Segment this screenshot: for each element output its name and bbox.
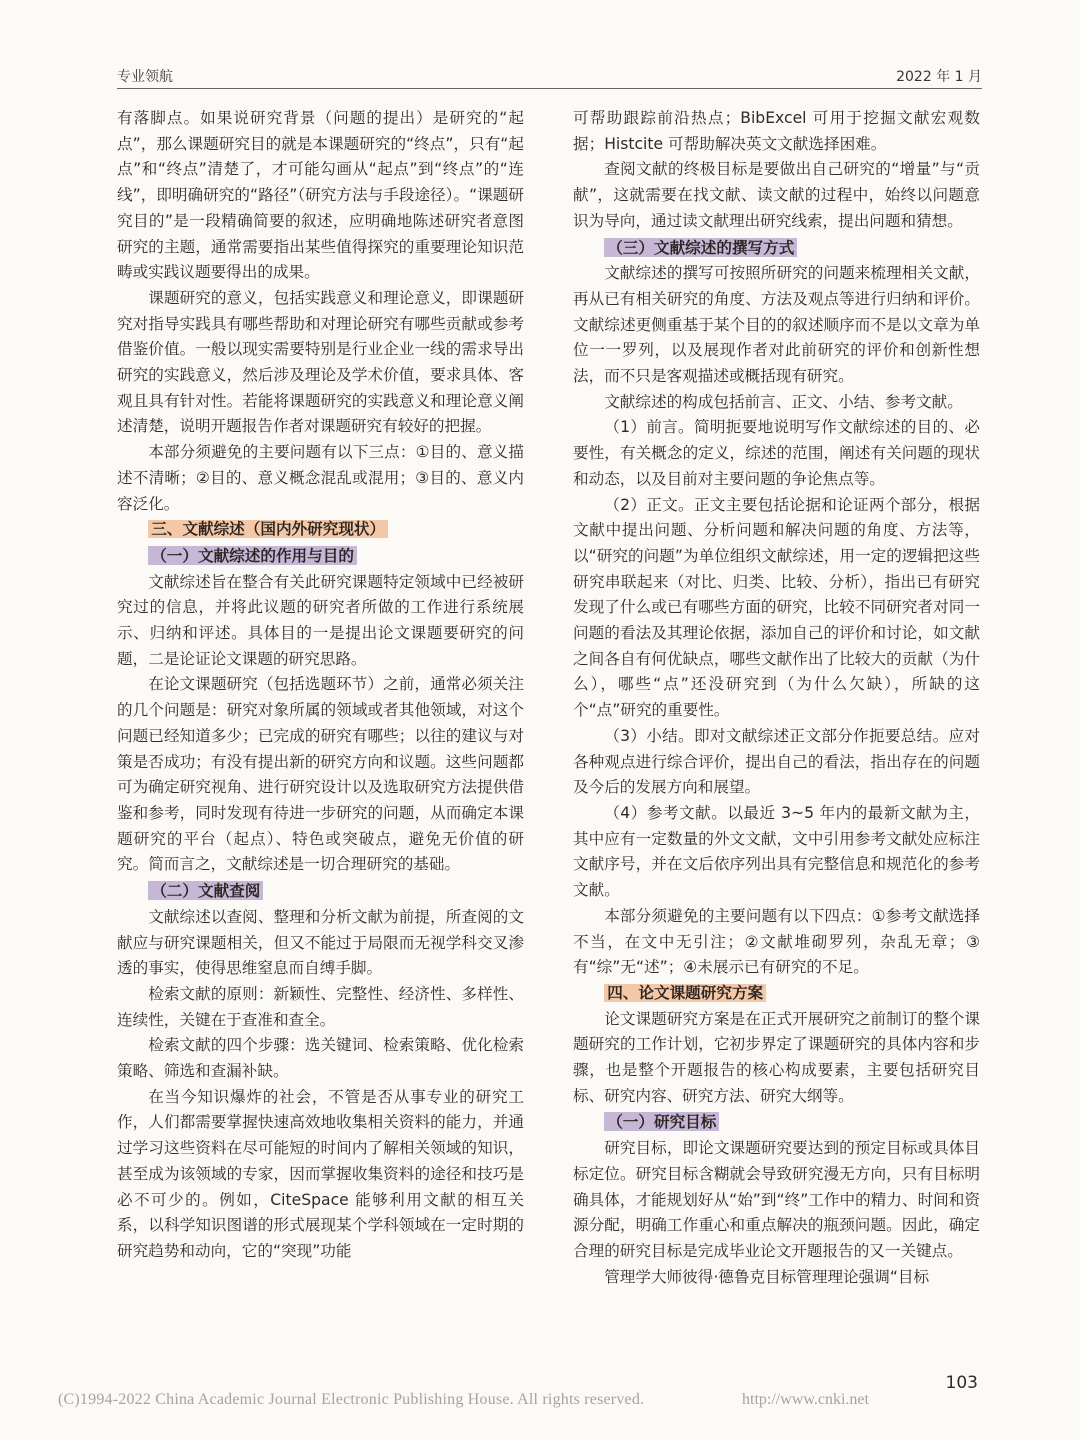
footer-url: http://www.cnki.net [742, 1391, 869, 1408]
subsection-heading-text: （二）文献查阅 [148, 881, 263, 900]
header-date: 2022 年 1 月 [896, 69, 982, 85]
paragraph: 在论文课题研究（包括选题环节）之前，通常必须关注的几个问题是：研究对象所属的领域或者其他领域，对这个问题已经知道多少；已完成的研究有哪些；以往的建议与对策是否成功；有没有提出新的研究方向和议题。这些问题都可为确定研究视角、进行研究设计以及选取研究方法提供借鉴和参考，同时发现有待进一步研究的问题，从而确定本课题研究的平台（起点）、特色或突破点，避免无价值的研究。简而言之，文献综述是一切合理研究的基础。 [117, 675, 524, 874]
paragraph: 文献综述旨在整合有关此研究课题特定领域中已经被研究过的信息，并将此议题的研究者所做的工作进行系统展示、归纳和评述。具体目的一是提出论文课题要研究的问题，二是论证论文课题的研究思路。 [117, 572, 524, 668]
right-column [573, 106, 980, 1290]
copyright-notice: (C)1994-2022 China Academic Journal Electronic Publishing House. All rights reserved. [58, 1391, 645, 1408]
paragraph: （1）前言。简明扼要地说明写作文献综述的目的、必要性，有关概念的定义，综述的范围，阐述有关问题的现状和动态，以及目前对主要问题的争论焦点等。 [573, 418, 980, 488]
subsection-heading [117, 878, 524, 905]
paragraph: 文献综述的撰写可按照所研究的问题来梳理相关文献，再从已有相关研究的角度、方法及观点等进行归纳和评价。文献综述更侧重基于某个目的的叙述顺序而不是以文章为单位一一罗列，以及展现作者对此前研究的评价和创新性想法，而不只是客观描述或概括现有研究。 [573, 264, 980, 386]
subsection-heading-text: （一）研究目标 [604, 1112, 719, 1131]
paragraph: （2）正文。正文主要包括论据和论证两个部分，根据文献中提出问题、分析问题和解决问题的角度、方法等，以“研究的问题”为单位组织文献综述，用一定的逻辑把这些研究串联起来（对比、归类、比较、分析），指出已有研究发现了什么或已有哪些方面的研究，比较不同研究者对同一问题的看法及其理论依据，添加自己的评价和讨论，如文献之间各自有何优缺点，哪些文献作出了比较大的贡献（为什么），哪些“点”还没研究到（为什么欠缺），所缺的这个“点”研究的重要性。 [573, 495, 980, 720]
paragraph: 文献综述以查阅、整理和分析文献为前提，所查阅的文献应与研究课题相关，但又不能过于局限而无视学科交叉渗透的事实，使得思维窒息而自缚手脚。 [117, 907, 524, 978]
paragraph: 本部分须避免的主要问题有以下四点：①参考文献选择不当，在文中无引注；②文献堆砌罗列，杂乱无章；③有“综”无“述”；④未展示已有研究的不足。 [573, 906, 980, 977]
paragraph: 管理学大师彼得·德鲁克目标管理理论强调“目标 [604, 1267, 930, 1286]
paragraph: 文献综述的构成包括前言、正文、小结、参考文献。 [604, 392, 963, 411]
paragraph: 检索文献的原则：新颖性、完整性、经济性、多样性、连续性，关键在于查准和查全。 [117, 984, 524, 1029]
header-section: 专业领航 [117, 69, 173, 85]
subsection-heading [117, 543, 524, 570]
paragraph: （3）小结。即对文献综述正文部分作扼要总结。应对各种观点进行综合评价，提出自己的看法，指出存在的问题及今后的发展方向和展望。 [573, 726, 980, 797]
section-heading [573, 981, 980, 1007]
section-heading [117, 517, 524, 543]
subsection-heading [573, 1109, 980, 1136]
paragraph: 检索文献的四个步骤：选关键词、检索策略、优化检索策略、筛选和查漏补缺。 [117, 1036, 524, 1081]
header-rule [117, 88, 982, 89]
paragraph: （4）参考文献。以最近 3~5 年内的最新文献为主，其中应有一定数量的外文文献，文中引用参考文献处应标注文献序号，并在文后依序列出具有完整信息和规范化的参考文献。 [573, 803, 980, 900]
paragraph: 在当今知识爆炸的社会，不管是否从事专业的研究工作，人们都需要掌握快速高效地收集相关资料的能力，并通过学习这些资料在尽可能短的时间内了解相关领域的知识，甚至成为该领域的专家，因而掌握收集资料的途径和技巧是必不可少的。例如，CiteSpace 能够利用文献的相互关系，以科学知识图谱的形式展现某个学科领域在一定时期的研究趋势和动向，它的“突现”功能 [117, 1087, 524, 1260]
paragraph: 课题研究的意义，包括实践意义和理论意义，即课题研究对指导实践具有哪些帮助和对理论研究有哪些贡献或参考借鉴价值。一般以现实需要特别是行业企业一线的需求导出研究的实践意义，然后涉及理论及学术价值，要求具体、客观且具有针对性。若能将课题研究的实践意义和理论意义阐述清楚，说明开题报告作者对课题研究有较好的把握。 [117, 288, 524, 436]
section-heading-text: 三、文献综述（国内外研究现状） [148, 520, 388, 538]
section-heading-text: 四、论文课题研究方案 [604, 984, 766, 1002]
paragraph: 可帮助跟踪前沿热点；BibExcel 可用于挖掘文献宏观数据；Histcite 可帮助解决英文文献选择困难。 [573, 109, 980, 153]
paragraph: 有落脚点。如果说研究背景（问题的提出）是研究的“起点”，那么课题研究目的就是本课题研究的“终点”，只有“起点”和“终点”清楚了，才可能勾画从“起点”到“终点”的“连线”，即明确研究的“路径”（研究方法与手段途径）。“课题研究目的”是一段精确简要的叙述，应明确地陈述研究者意图研究的主题，通常需要指出某些值得探究的重要理论知识范畴或实践议题要得出的成果。 [117, 109, 524, 282]
paragraph: 查阅文献的终极目标是要做出自己研究的“增量”与“贡献”，这就需要在找文献、读文献的过程中，始终以问题意识为导向，通过读文献理出研究线索，提出问题和猜想。 [573, 160, 980, 230]
subsection-heading-text: （一）文献综述的作用与目的 [148, 546, 357, 565]
subsection-heading [573, 235, 980, 262]
subsection-heading-text: （三）文献综述的撰写方式 [604, 238, 797, 257]
running-header [117, 60, 982, 90]
paragraph: 研究目标，即论文课题研究要达到的预定目标或具体目标定位。研究目标含糊就会导致研究漫无方向，只有目标明确具体，才能规划好从“始”到“终”工作中的精力、时间和资源分配，明确工作重心和重点解决的瓶颈问题。因此，确定合理的研究目标是完成毕业论文开题报告的又一关键点。 [573, 1139, 980, 1260]
left-column [117, 106, 524, 1265]
page-number: 103 [945, 1373, 978, 1393]
paragraph: 论文课题研究方案是在正式开展研究之前制订的整个课题研究的工作计划，它初步界定了课题研究的具体内容和步骤，也是整个开题报告的核心构成要素，主要包括研究目标、研究内容、研究方法、研究大纲等。 [573, 1009, 980, 1105]
paragraph: 本部分须避免的主要问题有以下三点：①目的、意义描述不清晰；②目的、意义概念混乱或混用；③目的、意义内容泛化。 [117, 443, 524, 513]
